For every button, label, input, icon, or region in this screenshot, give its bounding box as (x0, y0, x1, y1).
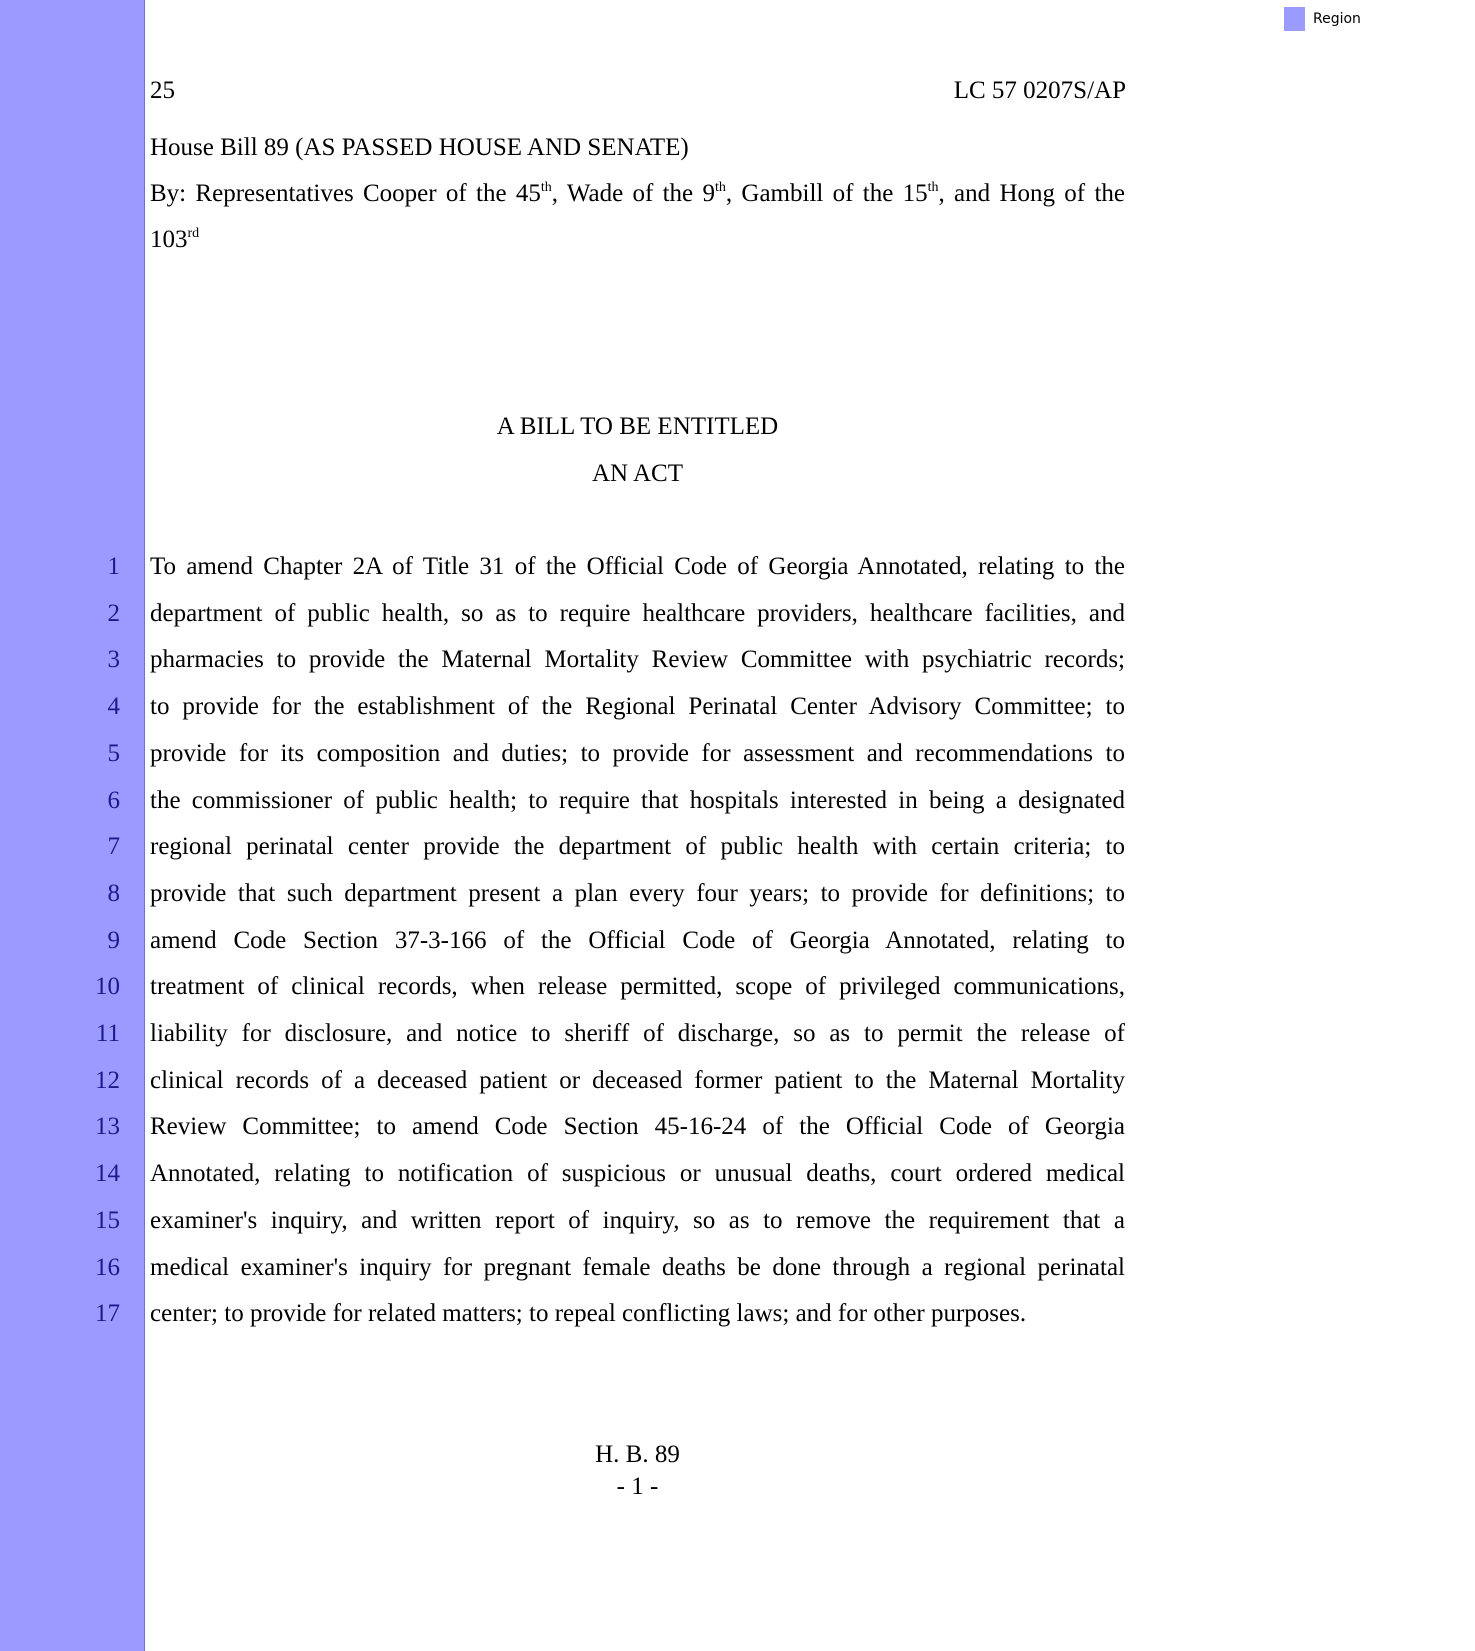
bill-text-line: liability for disclosure, and notice to sheriff of discharge, so as to permit the release of (150, 1020, 1125, 1047)
caption-subheading: AN ACT (592, 460, 683, 487)
document-code: LC 57 0207S/AP (953, 77, 1126, 104)
line-number: 16 (95, 1254, 120, 1281)
sponsors-line-2 (150, 225, 199, 255)
line-number: 6 (107, 787, 120, 814)
line-number: 5 (107, 740, 120, 767)
bill-text-line: the commissioner of public health; to require that hospitals interested in being a designated (150, 787, 1125, 814)
line-number: 14 (95, 1160, 120, 1187)
footer-page-number: - 1 - (616, 1473, 659, 1500)
line-number: 15 (95, 1207, 120, 1234)
line-number: 7 (107, 833, 120, 860)
bill-text-line: regional perinatal center provide the department of public health with certain criteria; to (150, 833, 1125, 860)
line-number: 3 (107, 646, 120, 673)
ordinal-suffix: th (927, 180, 939, 195)
bill-text-line: medical examiner's inquiry for pregnant female deaths be done through a regional perinatal (150, 1254, 1125, 1281)
bill-text-line: pharmacies to provide the Maternal Mortality Review Committee with psychiatric records; (150, 646, 1125, 673)
ordinal-suffix: th (714, 180, 726, 195)
bill-text-line: to provide for the establishment of the Regional Perinatal Center Advisory Committee; to (150, 693, 1125, 720)
ordinal-suffix: th (540, 180, 552, 195)
sponsors-text-b: , Wade of the 9 (551, 180, 715, 207)
legend (1284, 7, 1361, 31)
ordinal-suffix: rd (187, 226, 200, 241)
sponsors-text-a: By: Representatives Cooper of the 45 (150, 180, 541, 207)
legend-label: Region (1313, 11, 1361, 27)
bill-text-line: Annotated, relating to notification of suspicious or unusual deaths, court ordered medical (150, 1160, 1125, 1187)
sponsors-text-d: , and Hong of the (938, 180, 1125, 207)
line-number: 1 (107, 553, 120, 580)
line-number: 12 (95, 1067, 120, 1094)
sponsors-text-e: 103 (150, 226, 188, 253)
line-number: 4 (107, 693, 120, 720)
bill-text-line: treatment of clinical records, when release permitted, scope of privileged communications, (150, 973, 1125, 1000)
line-number: 17 (95, 1300, 120, 1327)
bill-text-line: provide for its composition and duties; to provide for assessment and recommendations to (150, 740, 1125, 767)
region-highlight (0, 0, 145, 1651)
sponsors-text-c: , Gambill of the 15 (725, 180, 928, 207)
bill-text-line: department of public health, so as to require healthcare providers, healthcare facilities, and (150, 600, 1125, 627)
legend-swatch (1284, 7, 1305, 31)
bill-text-line: To amend Chapter 2A of Title 31 of the Official Code of Georgia Annotated, relating to the (150, 553, 1125, 580)
bill-text-line: Review Committee; to amend Code Section 45-16-24 of the Official Code of Georgia (150, 1113, 1125, 1140)
line-number: 9 (107, 927, 120, 954)
caption-heading: A BILL TO BE ENTITLED (496, 413, 779, 440)
line-number: 8 (107, 880, 120, 907)
line-number: 11 (95, 1020, 120, 1047)
footer-bill-reference: H. B. 89 (595, 1441, 680, 1468)
bill-text-line: amend Code Section 37-3-166 of the Official Code of Georgia Annotated, relating to (150, 927, 1125, 954)
bill-text-line: provide that such department present a plan every four years; to provide for definitions; to (150, 880, 1125, 907)
line-number: 13 (95, 1113, 120, 1140)
sponsors-line-1 (150, 179, 1125, 209)
bill-text-line: examiner's inquiry, and written report of inquiry, so as to remove the requirement that a (150, 1207, 1125, 1234)
bill-title: House Bill 89 (AS PASSED HOUSE AND SENATE) (150, 134, 689, 161)
bill-text-line: clinical records of a deceased patient or deceased former patient to the Maternal Mortality (150, 1067, 1125, 1094)
line-number: 2 (107, 600, 120, 627)
bill-text-line: center; to provide for related matters; to repeal conflicting laws; and for other purposes. (150, 1300, 1027, 1327)
line-number: 10 (95, 973, 120, 1000)
page-reference: 25 (150, 77, 175, 104)
